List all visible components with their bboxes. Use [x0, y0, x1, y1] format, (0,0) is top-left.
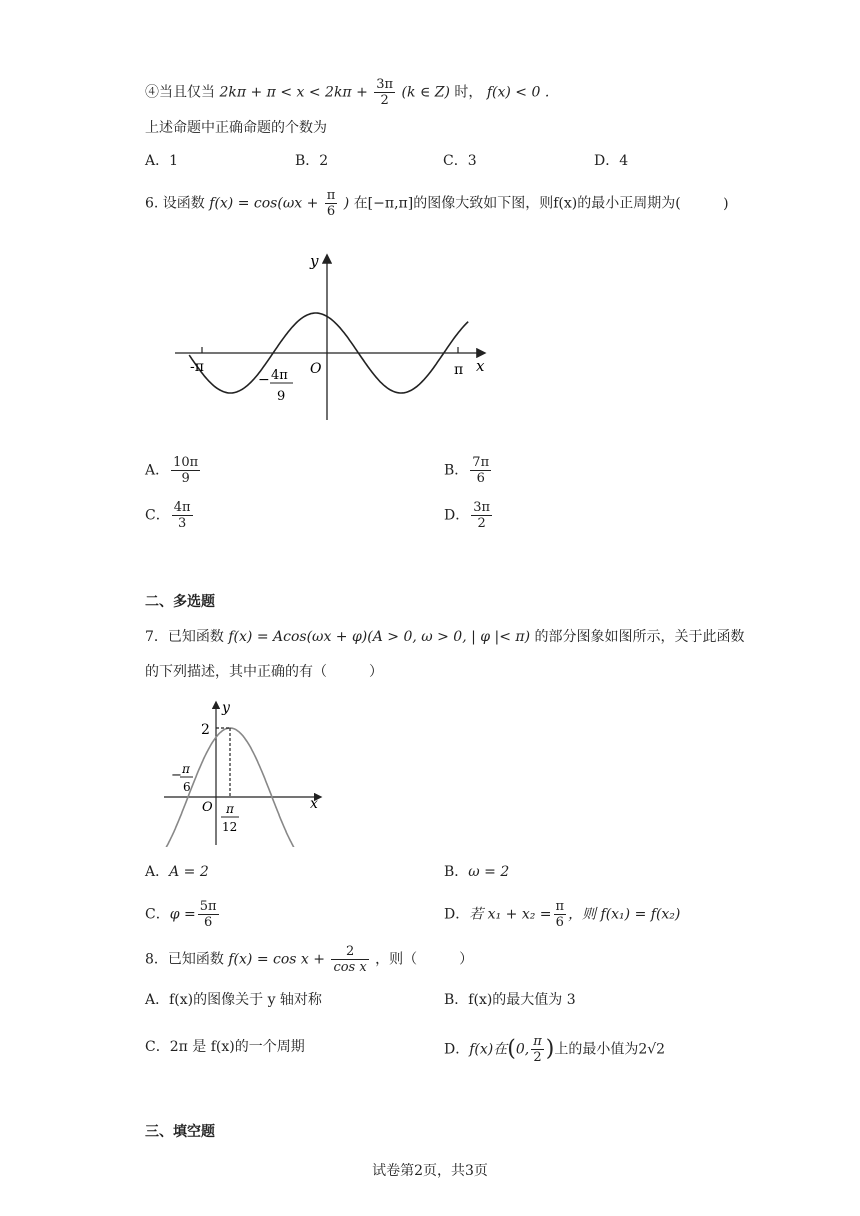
- q8-option-c: C．2π 是 f(x)的一个周期: [145, 1039, 305, 1055]
- section-fill-blank-title: 三、填空题: [145, 1124, 215, 1140]
- q6-cosine-graph: [170, 250, 500, 430]
- q6-option-b: B． $\frac{7\pi}{6}$: [444, 455, 490, 486]
- q8-option-a: A．f(x)的图像关于 y 轴对称: [145, 992, 322, 1008]
- q7-pos-den: 12: [222, 820, 238, 834]
- q6-y-label: y: [310, 252, 319, 270]
- q7-stem-line2: 的下列描述，其中正确的有（ ）: [145, 664, 383, 680]
- q6-origin-label: O: [310, 361, 322, 377]
- q6-zero-sign: −: [258, 372, 270, 388]
- q5-option-c: C．3: [443, 153, 477, 169]
- q6-zero-den: 9: [277, 389, 286, 404]
- q6-neg-pi-label: -π: [190, 359, 204, 375]
- q6-option-c: C． $\frac{4\pi}{3}$: [145, 500, 191, 531]
- q8-option-b: B．f(x)的最大值为 3: [444, 992, 576, 1008]
- q7-option-c: C．φ = $\frac{5\pi}{6}$: [145, 899, 217, 930]
- q6-option-a: A． $\frac{10\pi}{9}$: [145, 455, 199, 486]
- q7-pos-num: π: [226, 802, 234, 816]
- q6-zero-num: 4π: [271, 368, 288, 383]
- section-multi-choice-title: 二、多选题: [145, 594, 215, 610]
- q7-cosine-graph: [150, 697, 330, 847]
- q7-stem-line1: 7．已知函数 f(x) = Acos(ωx + φ)(A > 0, ω > 0, | φ |< π) 的部分图象如图所示，关于此函数: [145, 629, 745, 645]
- q5-item4: ④当且仅当 2kπ + π < x < 2kπ + $\frac{3\pi}{2}$ (k ∈ Z) 时， f(x) < 0 .: [145, 77, 550, 108]
- q5-option-d: D．4: [594, 153, 629, 169]
- q7-max-label: 2: [201, 722, 210, 738]
- q6-pi-label: π: [454, 362, 464, 378]
- q7-x-label: x: [310, 796, 318, 812]
- q7-neg-num: π: [182, 762, 190, 776]
- q6-stem: 6. 设函数 f(x) = cos(ωx + $\frac{\pi}{6}$ ) 在[−π,π]的图像大致如下图，则f(x)的最小正周期为( ): [145, 188, 729, 219]
- q7-neg-sign: −: [171, 768, 182, 783]
- q6-option-d: D． $\frac{3\pi}{2}$: [444, 500, 491, 531]
- q7-origin-label: O: [202, 800, 213, 815]
- q8-stem: 8．已知函数 f(x) = cos x + $\frac{2}{\text{cos x}}$ ，则（ ）: [145, 944, 474, 975]
- q8-option-d: D．f(x)在(0, $\frac{\pi}{2}$ )上的最小值为2√2: [444, 1034, 666, 1065]
- q7-option-a: A．A = 2: [145, 864, 209, 880]
- q7-option-b: B．ω = 2: [444, 864, 510, 880]
- q7-y-label: y: [222, 700, 230, 716]
- q6-x-label: x: [476, 357, 485, 375]
- q5-question: 上述命题中正确命题的个数为: [145, 120, 327, 136]
- q7-option-d: D．若 x₁ + x₂ = $\frac{\pi}{6}$ ，则 f(x₁) = f(x₂): [444, 899, 681, 930]
- q5-option-b: B．2: [295, 153, 329, 169]
- page-footer: 试卷第2页，共3页: [372, 1163, 488, 1179]
- q7-neg-den: 6: [183, 780, 191, 794]
- q5-option-a: A．1: [145, 153, 179, 169]
